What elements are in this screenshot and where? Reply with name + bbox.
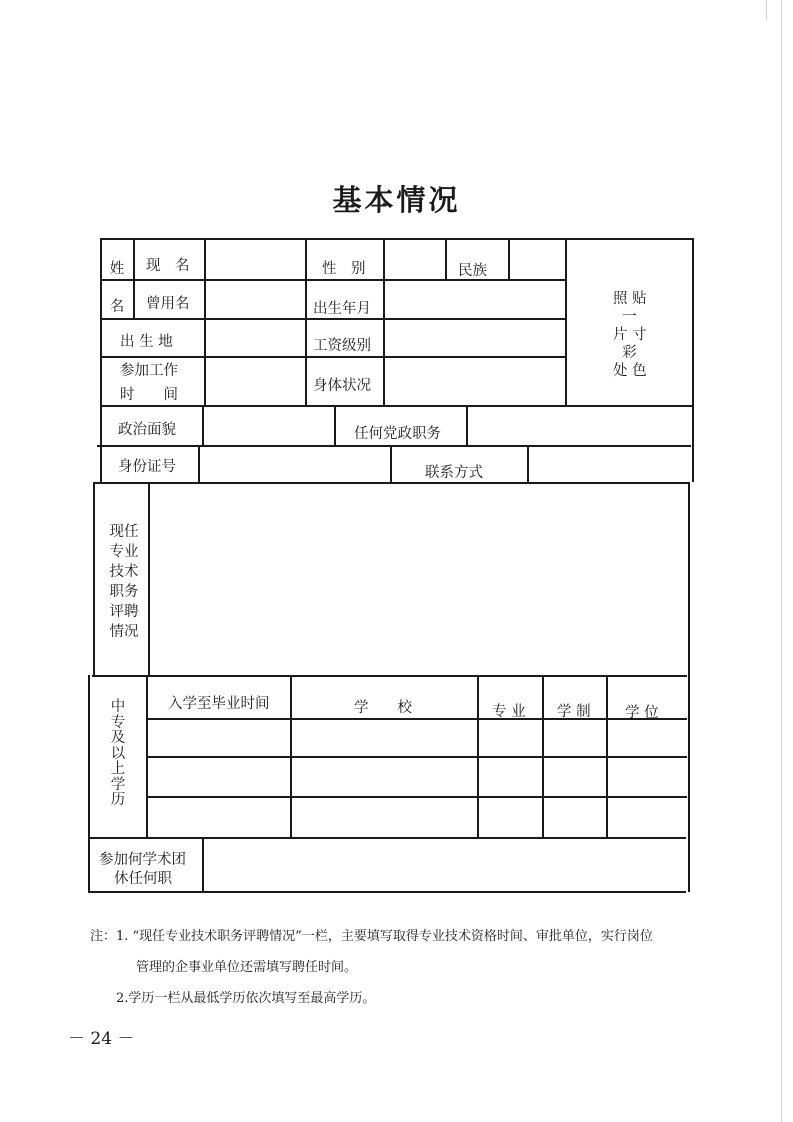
academic-field[interactable] xyxy=(204,839,687,890)
page-number: － 24 － xyxy=(68,1029,135,1049)
table-border-left xyxy=(88,675,90,892)
former-name-label: 曾用名 xyxy=(146,296,190,312)
contact-field[interactable] xyxy=(529,447,687,481)
current-name-field[interactable] xyxy=(206,240,304,278)
political-field[interactable] xyxy=(204,407,333,444)
ethnicity-field[interactable] xyxy=(510,240,564,278)
work-start-field[interactable] xyxy=(206,358,304,404)
tech-title-field[interactable] xyxy=(150,484,687,674)
health-field[interactable] xyxy=(385,358,564,404)
col-divider xyxy=(305,238,307,405)
education-label: 中 专 及 以 上 学 历 xyxy=(110,699,126,808)
table-border-bottom xyxy=(88,891,686,893)
education-entries[interactable] xyxy=(148,720,688,836)
birthplace-field[interactable] xyxy=(206,320,304,355)
table-border-left xyxy=(100,238,102,482)
school-header: 学 校 xyxy=(354,700,412,716)
former-name-field[interactable] xyxy=(206,281,304,317)
table-border-right xyxy=(688,482,690,892)
degree-header: 学 位 xyxy=(625,705,659,721)
edu-period-header: 入学至毕业时间 xyxy=(168,696,270,712)
page-title: 基本情况 xyxy=(332,183,461,217)
photo-placeholder-label: 照 贴 一 片 寸 彩 处 色 xyxy=(613,291,647,379)
col-divider xyxy=(334,405,336,445)
id-number-field[interactable] xyxy=(200,447,389,481)
col-divider xyxy=(133,238,135,318)
ethnicity-label: 民族 xyxy=(458,263,487,279)
id-number-label: 身份证号 xyxy=(118,459,176,475)
birthplace-label: 出 生 地 xyxy=(120,334,173,350)
table-border-left xyxy=(93,482,95,677)
name-group-label: 姓名 xyxy=(109,261,125,315)
note-line: 2.学历一栏从最低学历依次填写至最高学历。 xyxy=(116,991,376,1006)
work-start-label: 时 间 xyxy=(120,387,178,403)
photo-box[interactable] xyxy=(567,240,691,404)
gender-label: 性 别 xyxy=(322,261,366,277)
col-divider xyxy=(445,238,447,279)
note-line: 管理的企事业单位还需填写聘任时间。 xyxy=(136,960,358,975)
party-post-label: 任何党政职务 xyxy=(354,426,441,442)
current-name-label: 现 名 xyxy=(146,258,190,274)
contact-label: 联系方式 xyxy=(425,465,483,481)
table-border-right xyxy=(692,238,694,482)
gender-field[interactable] xyxy=(385,240,444,278)
major-header: 专 业 xyxy=(492,704,526,720)
duration-header: 学 制 xyxy=(557,704,591,720)
row-divider xyxy=(92,675,687,677)
work-start-label: 参加工作 xyxy=(120,363,178,379)
academic-label: 参加何学术团 xyxy=(99,852,186,868)
health-label: 身体状况 xyxy=(313,378,371,394)
tech-title-label: 现任 专业 技术 职务 评聘 情况 xyxy=(109,524,139,640)
salary-grade-label: 工资级别 xyxy=(313,338,371,354)
party-post-field[interactable] xyxy=(468,407,690,444)
birth-date-field[interactable] xyxy=(385,281,564,317)
note-line: 注：1. “现任专业技术职务评聘情况”一栏，主要填写取得专业技术资格时间、审批单位，实行岗位 xyxy=(90,929,653,944)
academic-label: 休任何职 xyxy=(114,871,172,887)
col-divider xyxy=(390,445,392,482)
birth-date-label: 出生年月 xyxy=(313,301,371,317)
political-label: 政治面貌 xyxy=(118,422,176,438)
salary-grade-field[interactable] xyxy=(385,320,564,355)
